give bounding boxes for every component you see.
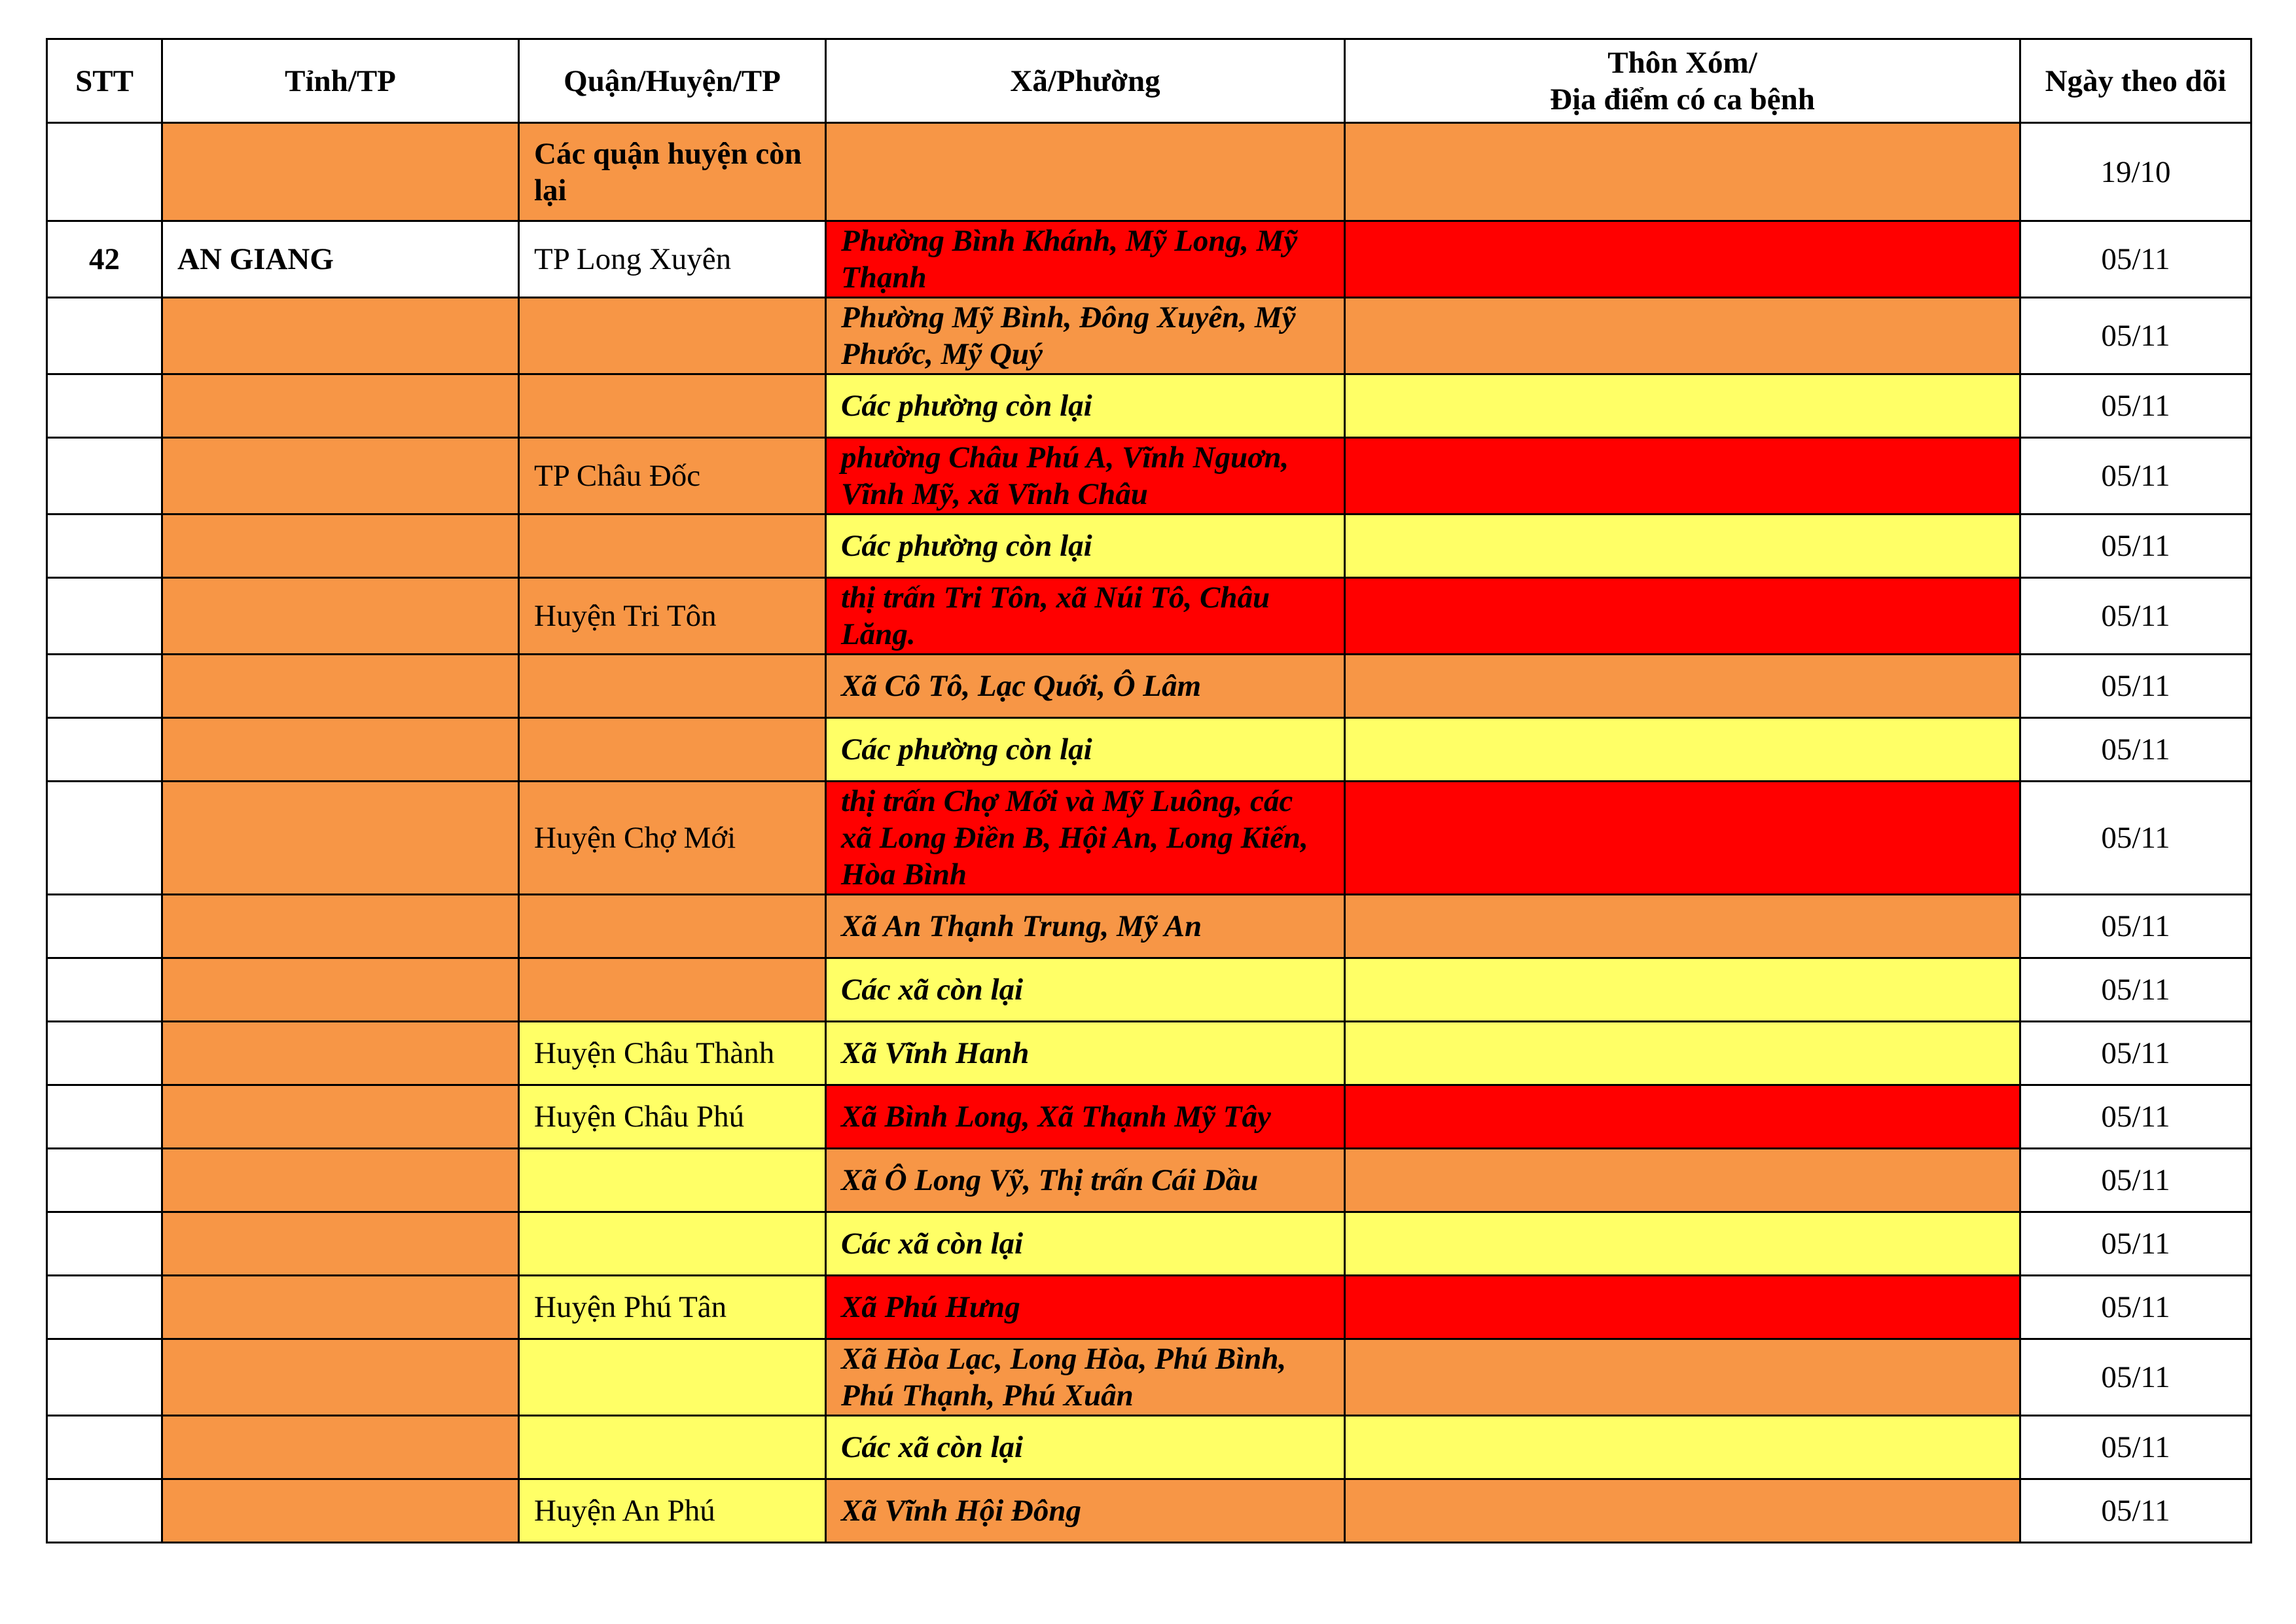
cell-stt [47, 895, 162, 958]
table-row [47, 1212, 2251, 1276]
table-row [47, 958, 2251, 1022]
cell-stt [47, 1339, 162, 1416]
cell-province [162, 958, 519, 1022]
cell-district [519, 1416, 826, 1479]
cell-ward: thị trấn Tri Tôn, xã Núi Tô, Châu Lăng. [826, 578, 1345, 655]
cell-province [162, 1416, 519, 1479]
cell-location [1345, 718, 2020, 782]
cell-location [1345, 1022, 2020, 1085]
table-row [47, 514, 2251, 578]
cell-province [162, 895, 519, 958]
cell-district: Huyện Châu Thành [519, 1022, 826, 1085]
table-row [47, 1085, 2251, 1149]
cell-ward: Xã Ô Long Vỹ, Thị trấn Cái Dầu [826, 1149, 1345, 1212]
table-row [47, 374, 2251, 438]
header-row [47, 39, 2251, 123]
table-body [47, 123, 2251, 1543]
table-row [47, 718, 2251, 782]
cell-district [519, 958, 826, 1022]
table-row [47, 1022, 2251, 1085]
cell-ward [826, 123, 1345, 221]
cell-district [519, 895, 826, 958]
cell-district: Huyện Phú Tân [519, 1276, 826, 1339]
cell-province [162, 1276, 519, 1339]
cell-stt [47, 578, 162, 655]
cell-location [1345, 895, 2020, 958]
cell-date: 05/11 [2020, 718, 2251, 782]
cell-province [162, 655, 519, 718]
cell-district [519, 374, 826, 438]
table-row [47, 123, 2251, 221]
cell-province [162, 1085, 519, 1149]
cell-location [1345, 1276, 2020, 1339]
table-row [47, 578, 2251, 655]
header-ward: Xã/Phường [826, 39, 1345, 123]
cell-province [162, 782, 519, 895]
table-row [47, 1416, 2251, 1479]
table-row [47, 298, 2251, 374]
cell-ward: Các phường còn lại [826, 514, 1345, 578]
cell-date: 05/11 [2020, 958, 2251, 1022]
cell-district [519, 1339, 826, 1416]
outbreak-table [46, 38, 2252, 1543]
header-location-line2: Địa điểm có ca bệnh [1550, 82, 1815, 117]
cell-ward: Xã Bình Long, Xã Thạnh Mỹ Tây [826, 1085, 1345, 1149]
cell-stt [47, 1085, 162, 1149]
cell-stt [47, 718, 162, 782]
cell-date: 05/11 [2020, 514, 2251, 578]
cell-location [1345, 1479, 2020, 1543]
header-location [1345, 39, 2020, 123]
cell-stt [47, 1022, 162, 1085]
cell-location [1345, 578, 2020, 655]
cell-province [162, 1149, 519, 1212]
cell-date: 19/10 [2020, 123, 2251, 221]
table-row [47, 1149, 2251, 1212]
cell-ward: phường Châu Phú A, Vĩnh Nguơn, Vĩnh Mỹ, xã Vĩnh Châu [826, 438, 1345, 514]
cell-province [162, 1212, 519, 1276]
cell-location [1345, 514, 2020, 578]
cell-ward: Xã Vĩnh Hội Đông [826, 1479, 1345, 1543]
cell-location [1345, 298, 2020, 374]
cell-stt: 42 [47, 221, 162, 298]
cell-district: Huyện Chợ Mới [519, 782, 826, 895]
cell-date: 05/11 [2020, 1149, 2251, 1212]
cell-province [162, 718, 519, 782]
cell-location [1345, 1339, 2020, 1416]
table-row [47, 221, 2251, 298]
cell-date: 05/11 [2020, 782, 2251, 895]
cell-province [162, 1339, 519, 1416]
cell-district: Huyện An Phú [519, 1479, 826, 1543]
cell-date: 05/11 [2020, 1276, 2251, 1339]
cell-ward: Các xã còn lại [826, 958, 1345, 1022]
cell-date: 05/11 [2020, 1479, 2251, 1543]
cell-ward: thị trấn Chợ Mới và Mỹ Luông, các xã Long Điền B, Hội An, Long Kiến, Hòa Bình [826, 782, 1345, 895]
cell-stt [47, 1212, 162, 1276]
cell-stt [47, 958, 162, 1022]
cell-ward: Xã Vĩnh Hanh [826, 1022, 1345, 1085]
cell-province: AN GIANG [162, 221, 519, 298]
cell-district: TP Long Xuyên [519, 221, 826, 298]
cell-location [1345, 438, 2020, 514]
cell-province [162, 123, 519, 221]
header-location-line1: Thôn Xóm/ [1607, 45, 1757, 80]
cell-ward: Các phường còn lại [826, 374, 1345, 438]
cell-stt [47, 438, 162, 514]
cell-location [1345, 123, 2020, 221]
cell-location [1345, 1416, 2020, 1479]
table-row [47, 655, 2251, 718]
cell-ward: Xã Cô Tô, Lạc Quới, Ô Lâm [826, 655, 1345, 718]
cell-stt [47, 123, 162, 221]
cell-district [519, 718, 826, 782]
header-district: Quận/Huyện/TP [519, 39, 826, 123]
cell-district [519, 1212, 826, 1276]
cell-date: 05/11 [2020, 1416, 2251, 1479]
cell-location [1345, 655, 2020, 718]
cell-province [162, 1022, 519, 1085]
cell-province [162, 374, 519, 438]
cell-ward: Phường Bình Khánh, Mỹ Long, Mỹ Thạnh [826, 221, 1345, 298]
cell-province [162, 578, 519, 655]
cell-ward: Các xã còn lại [826, 1416, 1345, 1479]
header-date: Ngày theo dõi [2020, 39, 2251, 123]
cell-date: 05/11 [2020, 1022, 2251, 1085]
cell-location [1345, 1085, 2020, 1149]
cell-location [1345, 1149, 2020, 1212]
cell-district: Huyện Châu Phú [519, 1085, 826, 1149]
cell-date: 05/11 [2020, 1212, 2251, 1276]
cell-date: 05/11 [2020, 1339, 2251, 1416]
cell-ward: Các xã còn lại [826, 1212, 1345, 1276]
cell-ward: Phường Mỹ Bình, Đông Xuyên, Mỹ Phước, Mỹ Quý [826, 298, 1345, 374]
table-row [47, 1479, 2251, 1543]
table-row [47, 1276, 2251, 1339]
cell-date: 05/11 [2020, 374, 2251, 438]
cell-stt [47, 1479, 162, 1543]
cell-district [519, 1149, 826, 1212]
cell-province [162, 1479, 519, 1543]
cell-date: 05/11 [2020, 655, 2251, 718]
cell-stt [47, 782, 162, 895]
cell-ward: Các phường còn lại [826, 718, 1345, 782]
table-row [47, 1339, 2251, 1416]
cell-district: Huyện Tri Tôn [519, 578, 826, 655]
cell-district [519, 514, 826, 578]
header-stt: STT [47, 39, 162, 123]
cell-date: 05/11 [2020, 1085, 2251, 1149]
cell-district: Các quận huyện còn lại [519, 123, 826, 221]
cell-location [1345, 221, 2020, 298]
cell-location [1345, 782, 2020, 895]
cell-location [1345, 374, 2020, 438]
cell-province [162, 298, 519, 374]
cell-date: 05/11 [2020, 438, 2251, 514]
cell-date: 05/11 [2020, 578, 2251, 655]
table-row [47, 782, 2251, 895]
cell-ward: Xã Hòa Lạc, Long Hòa, Phú Bình, Phú Thạnh, Phú Xuân [826, 1339, 1345, 1416]
cell-province [162, 514, 519, 578]
cell-location [1345, 1212, 2020, 1276]
cell-date: 05/11 [2020, 221, 2251, 298]
cell-date: 05/11 [2020, 895, 2251, 958]
cell-location [1345, 958, 2020, 1022]
table-row [47, 895, 2251, 958]
cell-stt [47, 514, 162, 578]
cell-district: TP Châu Đốc [519, 438, 826, 514]
cell-stt [47, 655, 162, 718]
cell-stt [47, 1149, 162, 1212]
cell-stt [47, 298, 162, 374]
cell-district [519, 655, 826, 718]
cell-province [162, 438, 519, 514]
cell-stt [47, 1416, 162, 1479]
cell-district [519, 298, 826, 374]
header-province: Tỉnh/TP [162, 39, 519, 123]
cell-date: 05/11 [2020, 298, 2251, 374]
cell-ward: Xã Phú Hưng [826, 1276, 1345, 1339]
table-row [47, 438, 2251, 514]
cell-ward: Xã An Thạnh Trung, Mỹ An [826, 895, 1345, 958]
cell-stt [47, 1276, 162, 1339]
cell-stt [47, 374, 162, 438]
